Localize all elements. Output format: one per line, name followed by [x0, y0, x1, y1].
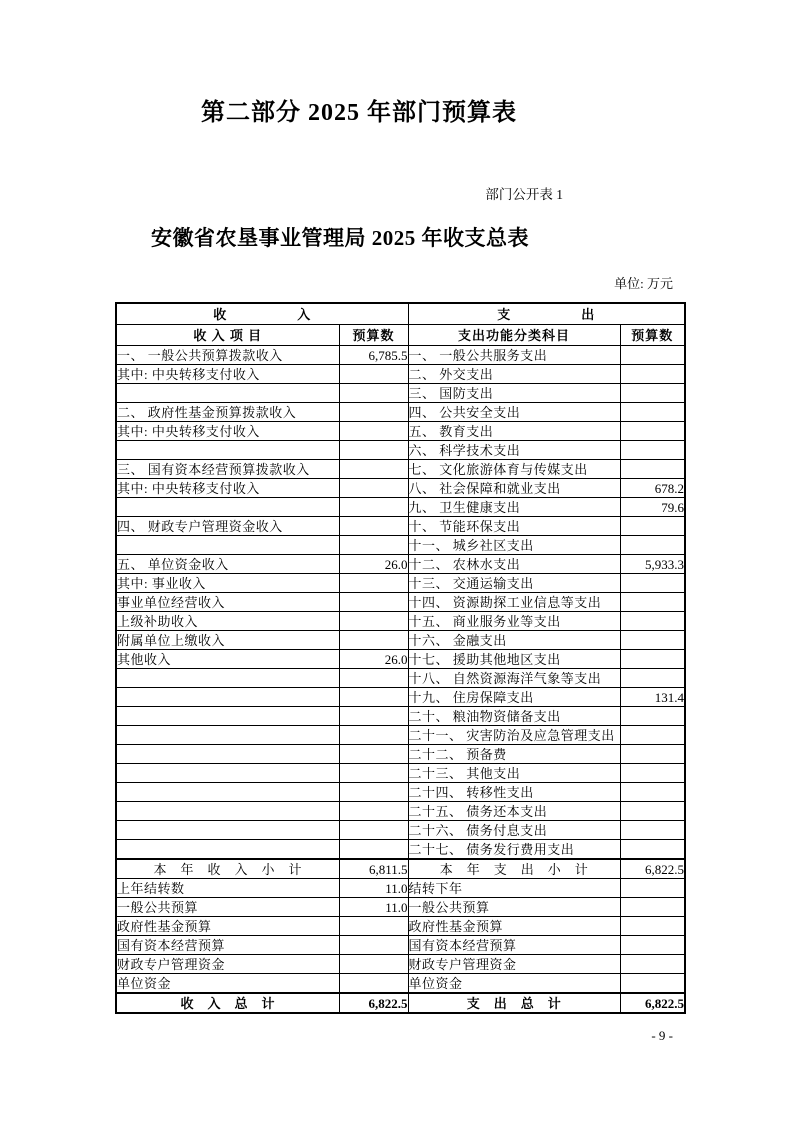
expense-budget-cell: 79.6 — [620, 498, 685, 517]
income-item-cell: 附属单位上缴收入 — [116, 631, 339, 650]
expense-item-cell: 政府性基金预算 — [408, 917, 620, 936]
table-row — [116, 536, 685, 555]
income-item-cell — [116, 384, 339, 403]
expense-budget-cell — [620, 631, 685, 650]
expense-item-cell: 本 年 支 出 小 计 — [408, 859, 620, 879]
table-row — [116, 365, 685, 384]
income-budget-cell — [339, 955, 408, 974]
expense-item-cell: 单位资金 — [408, 974, 620, 994]
unit-label: 单位: 万元 — [614, 276, 673, 291]
income-budget-cell — [339, 726, 408, 745]
table-row — [116, 802, 685, 821]
expense-item-cell: 国有资本经营预算 — [408, 936, 620, 955]
expense-item-cell: 五、 教育支出 — [408, 422, 620, 441]
income-budget-cell — [339, 517, 408, 536]
expense-item-cell: 十二、 农林水支出 — [408, 555, 620, 574]
table-row — [116, 783, 685, 802]
income-item-cell — [116, 498, 339, 517]
table-row — [116, 955, 685, 974]
income-item-cell: 其他收入 — [116, 650, 339, 669]
expense-budget-cell — [620, 612, 685, 631]
income-budget-cell — [339, 840, 408, 860]
income-budget-cell — [339, 365, 408, 384]
table-row — [116, 517, 685, 536]
expense-budget-cell — [620, 403, 685, 422]
income-budget-cell — [339, 574, 408, 593]
income-item-cell — [116, 441, 339, 460]
expense-item-cell: 十五、 商业服务业等支出 — [408, 612, 620, 631]
income-budget-cell — [339, 612, 408, 631]
expense-budget-cell — [620, 840, 685, 860]
expense-item-cell: 财政专户管理资金 — [408, 955, 620, 974]
income-budget-cell — [339, 422, 408, 441]
expense-budget-cell — [620, 574, 685, 593]
expense-item-cell: 二十六、 债务付息支出 — [408, 821, 620, 840]
expense-budget-cell — [620, 384, 685, 403]
expense-budget-cell — [620, 669, 685, 688]
expense-budget-cell — [620, 955, 685, 974]
table-row — [116, 479, 685, 498]
income-budget-cell: 11.0 — [339, 879, 408, 898]
expense-budget-cell: 6,822.5 — [620, 993, 685, 1013]
expense-item-cell: 七、 文化旅游体育与传媒支出 — [408, 460, 620, 479]
expense-item-cell: 十一、 城乡社区支出 — [408, 536, 620, 555]
expense-budget-cell: 5,933.3 — [620, 555, 685, 574]
expense-budget-cell — [620, 593, 685, 612]
income-item-cell: 三、 国有资本经营预算拨款收入 — [116, 460, 339, 479]
income-budget-cell: 6,811.5 — [339, 859, 408, 879]
income-item-cell: 收 入 总 计 — [116, 993, 339, 1013]
income-budget-cell — [339, 821, 408, 840]
column-header-row — [116, 325, 685, 346]
income-item-cell: 本 年 收 入 小 计 — [116, 859, 339, 879]
income-budget-cell — [339, 688, 408, 707]
expense-item-cell: 十八、 自然资源海洋气象等支出 — [408, 669, 620, 688]
income-budget-cell — [339, 498, 408, 517]
table-row — [116, 384, 685, 403]
expense-item-cell: 十、 节能环保支出 — [408, 517, 620, 536]
income-budget-cell — [339, 631, 408, 650]
income-item-cell — [116, 669, 339, 688]
income-budget-cell — [339, 479, 408, 498]
expense-budget-cell — [620, 422, 685, 441]
income-item-cell: 上年结转数 — [116, 879, 339, 898]
income-item-cell: 财政专户管理资金 — [116, 955, 339, 974]
table-row — [116, 917, 685, 936]
table-row — [116, 707, 685, 726]
income-budget-cell: 26.0 — [339, 555, 408, 574]
expense-item-cell: 十四、 资源勘探工业信息等支出 — [408, 593, 620, 612]
table-row — [116, 993, 685, 1013]
table-row — [116, 745, 685, 764]
expense-item-cell: 二十三、 其他支出 — [408, 764, 620, 783]
public-table-label: 部门公开表 1 — [485, 187, 563, 202]
income-item-cell — [116, 764, 339, 783]
expense-item-cell: 二十七、 债务发行费用支出 — [408, 840, 620, 860]
income-budget-cell — [339, 669, 408, 688]
expense-budget-cell: 6,822.5 — [620, 859, 685, 879]
table-row — [116, 555, 685, 574]
income-item-cell: 其中: 中央转移支付收入 — [116, 422, 339, 441]
part-title: 第二部分 2025 年部门预算表 — [201, 100, 517, 126]
income-item-cell — [116, 745, 339, 764]
income-budget-cell — [339, 745, 408, 764]
income-item-column-header: 收 入 项 目 — [116, 325, 339, 346]
expense-budget-cell — [620, 764, 685, 783]
expense-budget-cell — [620, 460, 685, 479]
income-item-cell — [116, 726, 339, 745]
expense-item-cell: 二十一、 灾害防治及应急管理支出 — [408, 726, 620, 745]
income-budget-cell — [339, 802, 408, 821]
expense-item-cell: 二十、 粮油物资储备支出 — [408, 707, 620, 726]
expense-item-cell: 一般公共预算 — [408, 898, 620, 917]
table-row — [116, 346, 685, 365]
expense-item-cell: 十九、 住房保障支出 — [408, 688, 620, 707]
income-section-header: 收 入 — [116, 303, 408, 325]
expense-item-cell: 四、 公共安全支出 — [408, 403, 620, 422]
income-item-cell: 单位资金 — [116, 974, 339, 994]
table-row — [116, 840, 685, 860]
expense-item-cell: 一、 一般公共服务支出 — [408, 346, 620, 365]
income-budget-cell — [339, 936, 408, 955]
expense-budget-column-header: 预算数 — [620, 325, 685, 346]
expense-item-cell: 二十四、 转移性支出 — [408, 783, 620, 802]
expense-budget-cell — [620, 726, 685, 745]
income-budget-cell — [339, 783, 408, 802]
table-row — [116, 879, 685, 898]
income-item-cell: 上级补助收入 — [116, 612, 339, 631]
expense-budget-cell — [620, 879, 685, 898]
income-budget-cell — [339, 707, 408, 726]
expense-item-cell: 十七、 援助其他地区支出 — [408, 650, 620, 669]
income-budget-cell — [339, 403, 408, 422]
expense-budget-cell — [620, 745, 685, 764]
income-item-cell — [116, 802, 339, 821]
expense-budget-cell — [620, 536, 685, 555]
expense-budget-cell — [620, 898, 685, 917]
expense-section-header: 支 出 — [408, 303, 685, 325]
expense-budget-cell — [620, 441, 685, 460]
income-budget-cell — [339, 917, 408, 936]
expense-item-cell: 十三、 交通运输支出 — [408, 574, 620, 593]
income-budget-cell — [339, 593, 408, 612]
income-budget-cell — [339, 460, 408, 479]
expense-budget-cell — [620, 650, 685, 669]
table-row — [116, 974, 685, 994]
expense-budget-cell: 131.4 — [620, 688, 685, 707]
income-item-cell: 四、 财政专户管理资金收入 — [116, 517, 339, 536]
table-row — [116, 821, 685, 840]
table-row — [116, 593, 685, 612]
table-row — [116, 422, 685, 441]
expense-item-cell: 二十五、 债务还本支出 — [408, 802, 620, 821]
table-row — [116, 441, 685, 460]
income-item-cell — [116, 707, 339, 726]
income-item-cell: 国有资本经营预算 — [116, 936, 339, 955]
expense-item-cell: 三、 国防支出 — [408, 384, 620, 403]
expense-budget-cell: 678.2 — [620, 479, 685, 498]
income-item-cell: 一般公共预算 — [116, 898, 339, 917]
income-item-cell — [116, 821, 339, 840]
table-row — [116, 898, 685, 917]
expense-item-cell: 支 出 总 计 — [408, 993, 620, 1013]
income-budget-cell — [339, 384, 408, 403]
expense-item-column-header: 支出功能分类科目 — [408, 325, 620, 346]
expense-budget-cell — [620, 517, 685, 536]
table-row — [116, 764, 685, 783]
expense-budget-cell — [620, 802, 685, 821]
section-header-row — [116, 303, 685, 325]
table-row — [116, 859, 685, 879]
table-row — [116, 460, 685, 479]
income-item-cell — [116, 783, 339, 802]
table-row — [116, 726, 685, 745]
expense-item-cell: 十六、 金融支出 — [408, 631, 620, 650]
income-budget-cell: 6,822.5 — [339, 993, 408, 1013]
expense-item-cell: 九、 卫生健康支出 — [408, 498, 620, 517]
table-row — [116, 498, 685, 517]
income-item-cell: 一、 一般公共预算拨款收入 — [116, 346, 339, 365]
table-row — [116, 574, 685, 593]
expense-budget-cell — [620, 974, 685, 994]
income-budget-cell — [339, 536, 408, 555]
expense-budget-cell — [620, 707, 685, 726]
table-row — [116, 612, 685, 631]
expense-budget-cell — [620, 821, 685, 840]
table-row — [116, 650, 685, 669]
income-budget-cell — [339, 441, 408, 460]
income-item-cell — [116, 536, 339, 555]
expense-item-cell: 二十二、 预备费 — [408, 745, 620, 764]
income-budget-cell — [339, 974, 408, 994]
expense-budget-cell — [620, 936, 685, 955]
income-item-cell: 其中: 中央转移支付收入 — [116, 479, 339, 498]
expense-budget-cell — [620, 917, 685, 936]
income-item-cell: 其中: 事业收入 — [116, 574, 339, 593]
income-item-cell: 其中: 中央转移支付收入 — [116, 365, 339, 384]
expense-item-cell: 六、 科学技术支出 — [408, 441, 620, 460]
budget-summary-table — [115, 302, 686, 1014]
table-header — [116, 303, 685, 346]
income-item-cell: 二、 政府性基金预算拨款收入 — [116, 403, 339, 422]
expense-item-cell: 二、 外交支出 — [408, 365, 620, 384]
expense-budget-cell — [620, 783, 685, 802]
income-item-cell: 事业单位经营收入 — [116, 593, 339, 612]
income-budget-cell: 11.0 — [339, 898, 408, 917]
page-number: - 9 - — [651, 1028, 673, 1043]
income-item-cell — [116, 840, 339, 860]
income-item-cell — [116, 688, 339, 707]
table-title: 安徽省农垦事业管理局 2025 年收支总表 — [151, 226, 529, 250]
table-row — [116, 631, 685, 650]
income-budget-cell: 6,785.5 — [339, 346, 408, 365]
expense-budget-cell — [620, 365, 685, 384]
expense-item-cell: 八、 社会保障和就业支出 — [408, 479, 620, 498]
table-row — [116, 403, 685, 422]
table-row — [116, 936, 685, 955]
income-budget-cell — [339, 764, 408, 783]
income-item-cell: 五、 单位资金收入 — [116, 555, 339, 574]
income-item-cell: 政府性基金预算 — [116, 917, 339, 936]
expense-budget-cell — [620, 346, 685, 365]
income-budget-cell: 26.0 — [339, 650, 408, 669]
table-row — [116, 669, 685, 688]
income-budget-column-header: 预算数 — [339, 325, 408, 346]
expense-item-cell: 结转下年 — [408, 879, 620, 898]
budget-table-body — [116, 346, 685, 1014]
table-row — [116, 688, 685, 707]
